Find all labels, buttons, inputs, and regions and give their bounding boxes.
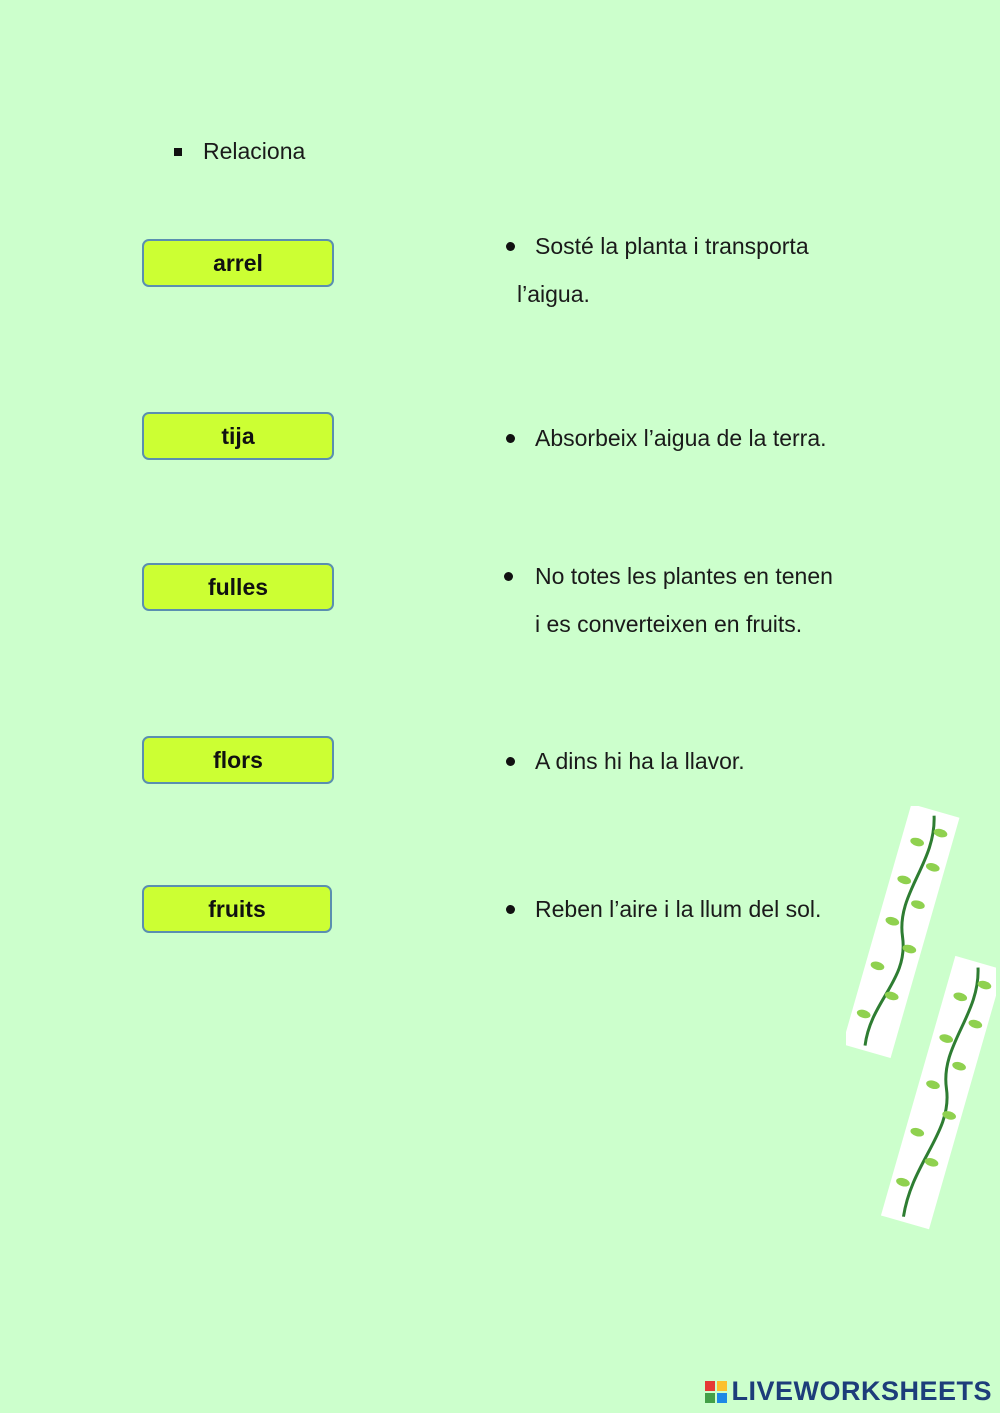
definition-line: Reben l’aire i la llum del sol. xyxy=(535,896,822,922)
definition-line: l’aigua. xyxy=(517,281,590,307)
square-bullet-icon xyxy=(174,148,182,156)
instruction-text: Relaciona xyxy=(203,138,306,164)
definition-2[interactable] xyxy=(502,414,882,462)
liveworksheets-logo xyxy=(705,1376,992,1407)
word-box-fruits[interactable]: fruits xyxy=(142,885,332,933)
definition-3[interactable] xyxy=(500,552,880,648)
instruction xyxy=(174,138,305,165)
bullet-icon xyxy=(506,905,515,914)
definition-line: A dins hi ha la llavor. xyxy=(535,748,745,774)
bullet-icon xyxy=(506,242,515,251)
word-box-tija[interactable]: tija xyxy=(142,412,334,460)
word-box-flors[interactable]: flors xyxy=(142,736,334,784)
definition-line: Sosté la planta i transporta xyxy=(535,233,809,259)
definition-line: No totes les plantes en tenen xyxy=(535,563,833,589)
word-box-fulles[interactable]: fulles xyxy=(142,563,334,611)
logo-blocks-icon xyxy=(705,1381,727,1403)
brand-text: LIVEWORKSHEETS xyxy=(731,1376,992,1406)
definition-line: Absorbeix l’aigua de la terra. xyxy=(535,425,827,451)
definition-5[interactable] xyxy=(502,885,882,933)
bullet-icon xyxy=(506,434,515,443)
bullet-icon xyxy=(506,757,515,766)
definition-1[interactable] xyxy=(502,222,882,318)
word-box-arrel[interactable]: arrel xyxy=(142,239,334,287)
definition-4[interactable] xyxy=(502,737,882,785)
vine-decoration-icon xyxy=(846,806,996,1236)
bullet-icon xyxy=(504,572,513,581)
definition-line: i es converteixen en fruits. xyxy=(535,611,803,637)
